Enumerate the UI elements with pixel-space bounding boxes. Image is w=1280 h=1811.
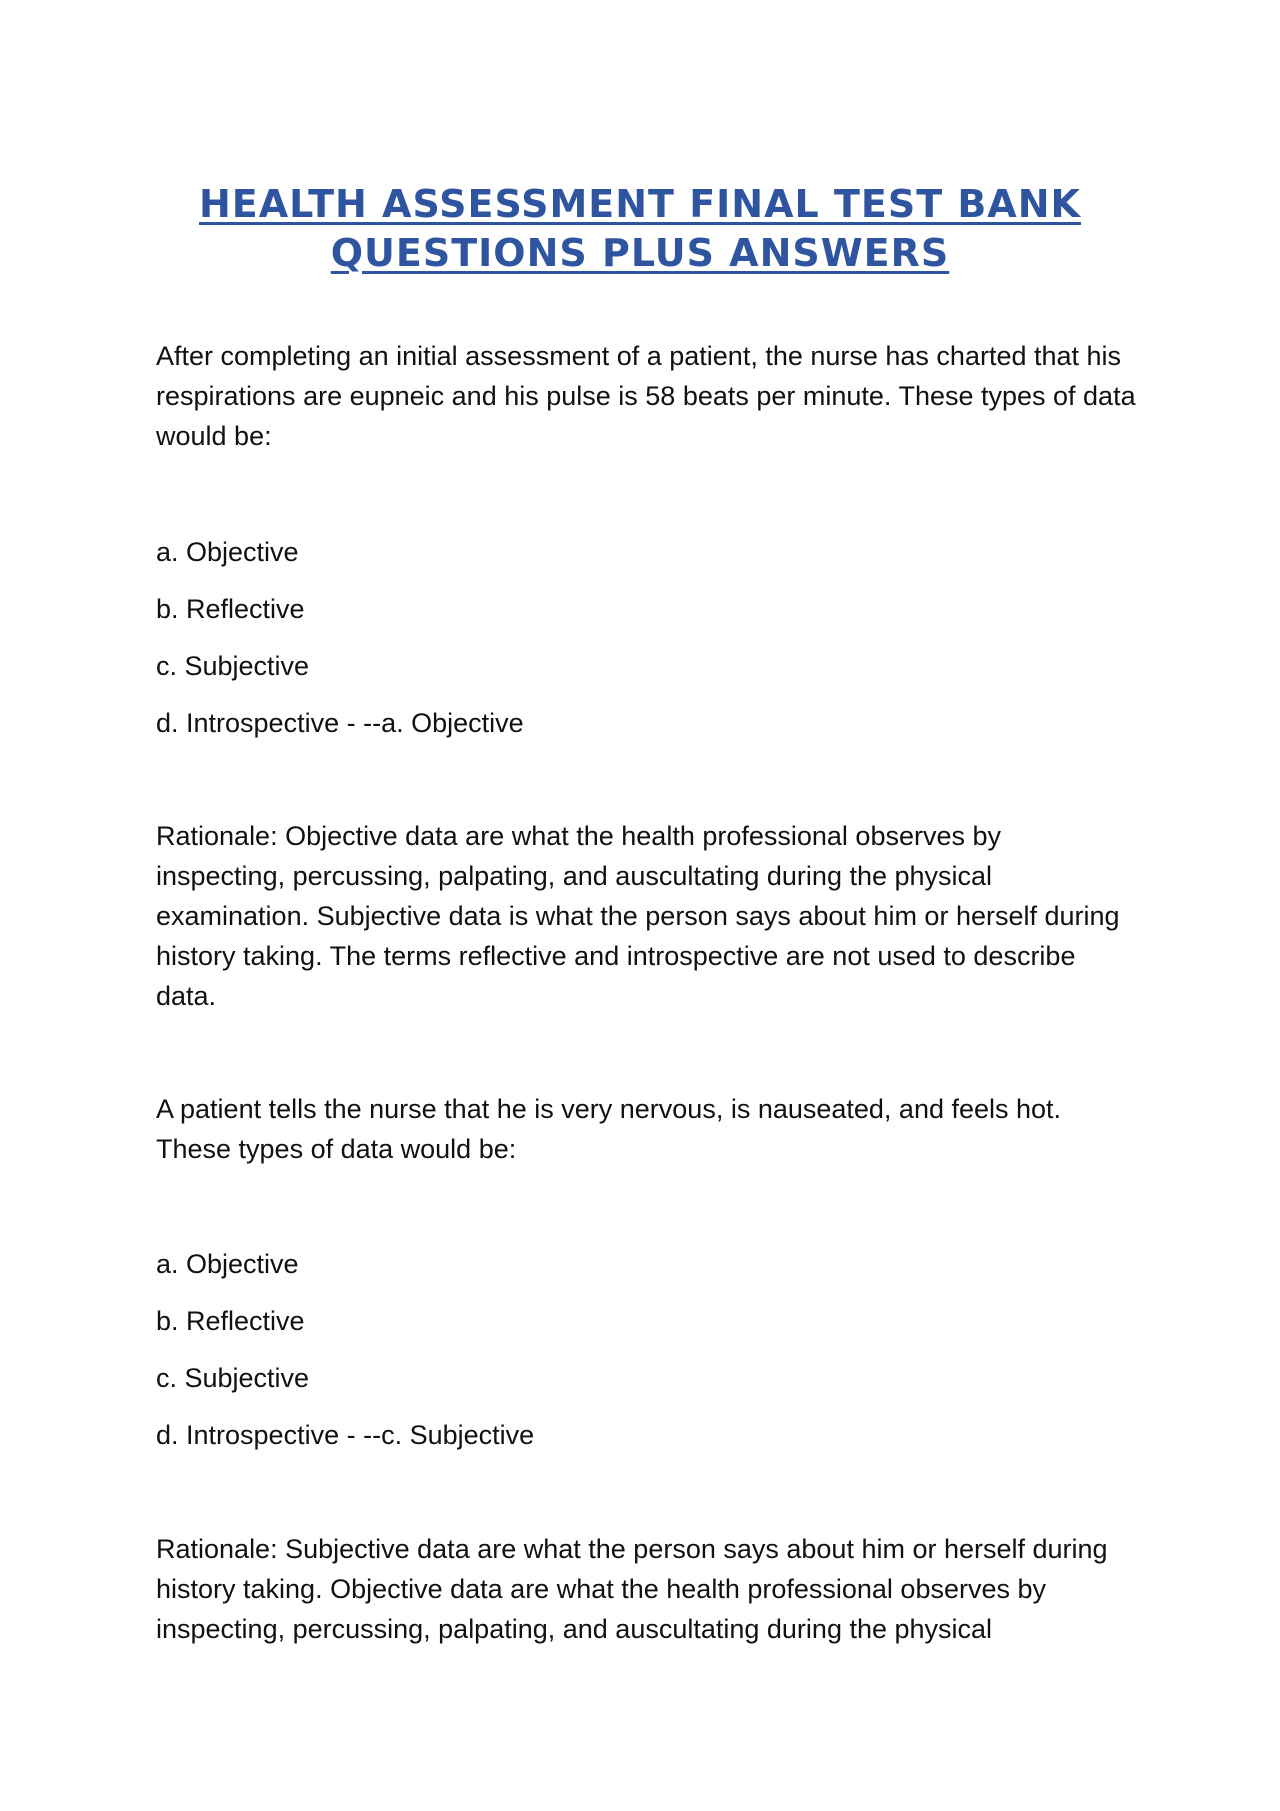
question-1-rationale: Rationale: Objective data are what the health professional observes by inspecting, percussing, palpating, and auscultating during the physical examination. Subjective data is what the person says about him or herself during history taking. The terms reflective and introspective are not used to describe data.	[156, 821, 1120, 1011]
question-1-stem: After completing an initial assessment of a patient, the nurse has charted that his respirations are eupneic and his pulse is 58 beats per minute. These types of data would be:	[156, 341, 1136, 451]
question-1-option-c: c. Subjective	[156, 651, 310, 681]
question-2-stem: A patient tells the nurse that he is very nervous, is nauseated, and feels hot. These types of data would be:	[156, 1094, 1062, 1164]
question-1-option-a: a. Objective	[156, 537, 299, 567]
question-2-option-b: b. Reflective	[156, 1306, 305, 1336]
question-2-option-d-answer: d. Introspective - --c. Subjective	[156, 1420, 535, 1450]
question-2-rationale: Rationale: Subjective data are what the person says about him or herself during history taking. Objective data are what the health professional observes by inspecting, percussing, palpating, and auscultating during the physical	[156, 1534, 1108, 1644]
question-1-option-d-answer: d. Introspective - --a. Objective	[156, 708, 524, 738]
question-2-option-c: c. Subjective	[156, 1363, 310, 1393]
document-title: HEALTH ASSESSMENT FINAL TEST BANK QUESTIONS PLUS ANSWERS	[199, 182, 1081, 275]
question-1-option-b: b. Reflective	[156, 594, 305, 624]
question-2-option-a: a. Objective	[156, 1249, 299, 1279]
